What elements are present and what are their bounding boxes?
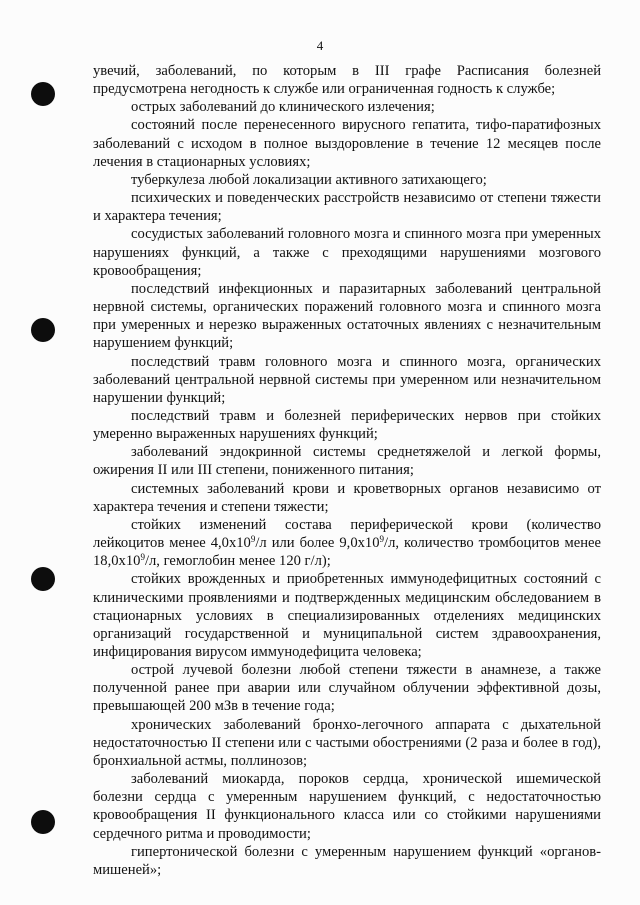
paragraph: состояний после перенесенного вирусного гепатита, тифо-паратифозных заболеваний с исходом в полное выздоровление в течение 12 месяцев после лечения в стационарных условиях; xyxy=(93,117,601,170)
document-body xyxy=(93,62,601,879)
punch-hole-icon xyxy=(31,82,55,106)
paragraph: психических и поведенческих расстройств независимо от степени тяжести и характера течения; xyxy=(93,190,601,225)
paragraph: стойких врожденных и приобретенных иммунодефицитных состояний с клиническими проявлениями и подтвержденных медицинским обследованием в стационарных условиях в специализированных отделениях медицинских организаций государственной и муниципальной систем здравоохранения, инфицирования вирусом иммунодефицита человека; xyxy=(93,571,601,660)
paragraph: туберкулеза любой локализации активного затихающего; xyxy=(131,171,487,188)
paragraph: заболеваний миокарда, пороков сердца, хронической ишемической болезни сердца с умеренным нарушением функций, с недостаточностью кровообращения II функционального класса или со стойкими нарушениями сердечного ритма и проводимости; xyxy=(93,771,601,842)
paragraph: хронических заболеваний бронхо-легочного аппарата с дыхательной недостаточностью II степени или с частыми обострениями (2 раза и более в год), бронхиальной астмы, поллинозов; xyxy=(93,716,601,769)
paragraph: последствий травм и болезней периферических нервов при стойких умеренно выраженных нарушениях функций; xyxy=(93,407,601,443)
paragraph: последствий травм головного мозга и спинного мозга, органических заболеваний центральной нервной системы при умеренном или незначительном нарушении функций; xyxy=(93,353,601,406)
paragraph: системных заболеваний крови и кроветворных органов независимо от характера течения и степени тяжести; xyxy=(93,480,601,515)
punch-hole-icon xyxy=(31,318,55,342)
punch-hole-icon xyxy=(31,810,55,834)
paragraph: острых заболеваний до клинического излечения; xyxy=(131,99,435,116)
paragraph: последствий инфекционных и паразитарных заболеваний центральной нервной системы, органических поражений головного мозга и спинного мозга при умеренных и нерезко выраженных остаточных явлениях с незначительным нарушением функций; xyxy=(93,280,601,352)
paragraph: острой лучевой болезни любой степени тяжести в анамнезе, а также полученной ранее при аварии или случайном облучении эффективной дозы, превышающей 200 мЗв в течение года; xyxy=(93,662,601,715)
paragraph: заболеваний эндокринной системы среднетяжелой и легкой формы, ожирения II или III степени, пониженного питания; xyxy=(93,444,601,479)
page-number: 4 xyxy=(316,38,324,53)
paragraph: гипертонической болезни с умеренным нарушением функций «органов-мишеней»; xyxy=(93,843,601,878)
paragraph: сосудистых заболеваний головного мозга и спинного мозга при умеренных нарушениях функций, а также с преходящими нарушениями мозгового кровообращения; xyxy=(93,226,601,279)
paragraph: увечий, заболеваний, по которым в III графе Расписания болезней предусмотрена негодность к службе или ограниченная годность к службе; xyxy=(93,63,601,98)
paragraph: стойких изменений состава периферической крови (количество лейкоцитов менее $4,0x10^9/л$ или более $9,0x10^9/л$, количество тромбоцитов менее $18,0x10^9/л$, гемоглобин менее 120 г/л); xyxy=(93,516,601,570)
punch-hole-icon xyxy=(31,567,55,591)
